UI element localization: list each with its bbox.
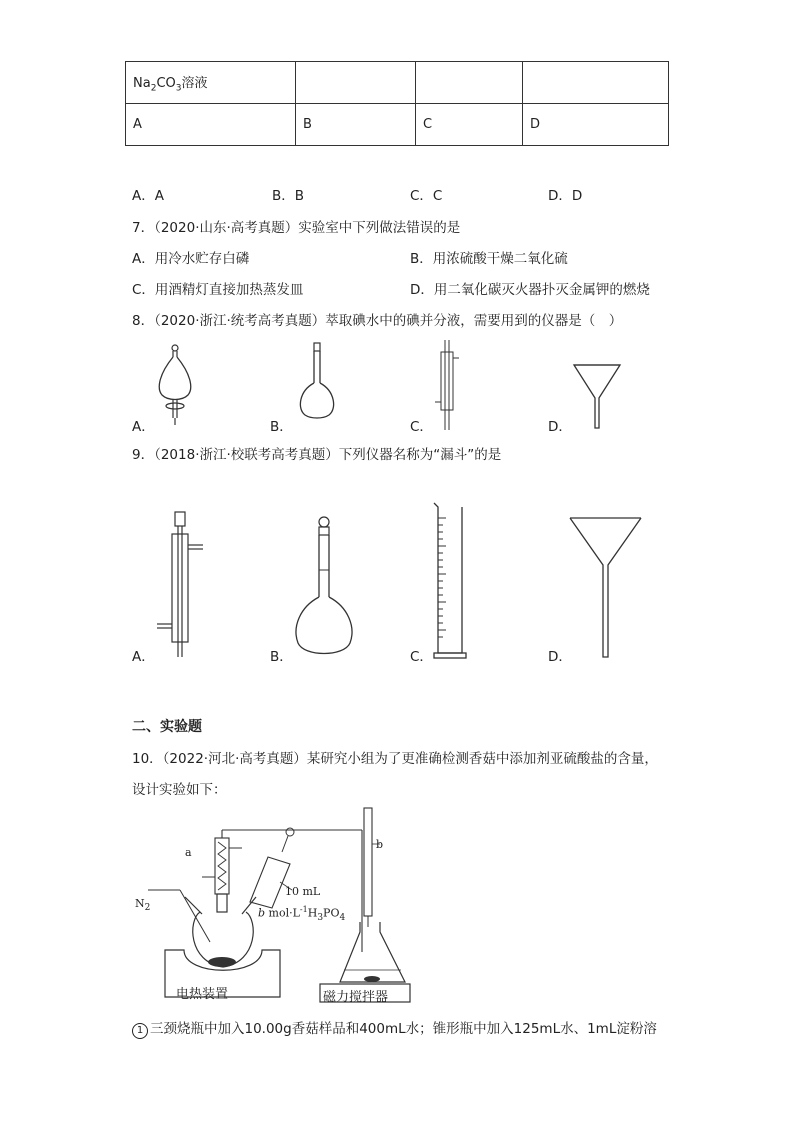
label-a: a <box>185 846 192 859</box>
question-7-stem: 7．（2020·山东·高考真题）实验室中下列做法错误的是 <box>132 220 461 236</box>
q8-label-b[interactable]: B． <box>270 419 293 435</box>
table-cell <box>523 62 669 104</box>
reagent-table <box>125 61 669 146</box>
question-10-line2: 设计实验如下： <box>132 782 227 798</box>
q9-label-a[interactable]: A． <box>132 649 155 665</box>
condenser-icon <box>432 340 462 435</box>
question-10-line1: 10．（2022·河北·高考真题）某研究小组为了更准确检测香菇中添加剂亚硫酸盐的含量， <box>132 751 658 767</box>
label-b: b <box>376 838 384 851</box>
label-volume: 10 mL <box>285 885 321 898</box>
table-cell: D <box>523 104 669 146</box>
question-8-stem: 8．（2020·浙江·统考高考真题）萃取碘水中的碘并分液，需要用到的仪器是（ ） <box>132 313 623 329</box>
q8-label-a[interactable]: A． <box>132 419 155 435</box>
label-heater: 电热装置 <box>176 987 229 1002</box>
table-cell <box>296 62 416 104</box>
table-cell <box>416 62 523 104</box>
q9-label-b[interactable]: B． <box>270 649 293 665</box>
q8-label-c[interactable]: C． <box>410 419 433 435</box>
option-b[interactable]: B．B <box>272 188 305 204</box>
option-d[interactable]: D．D <box>548 188 583 204</box>
funnel-icon <box>568 515 644 661</box>
table-cell: A <box>126 104 296 146</box>
q7-option-b[interactable]: B．用浓硫酸干燥二氧化硫 <box>410 251 568 267</box>
table-row <box>126 104 669 146</box>
option-c[interactable]: C．C <box>410 188 443 204</box>
separatory-funnel-icon <box>150 343 200 433</box>
table-cell: $Na_2CO_3$溶液 <box>126 62 296 104</box>
step-1-text: 1 三颈烧瓶中加入10.00g香菇样品和400mL水；锥形瓶中加入125mL水、1mL淀粉溶 <box>132 1017 657 1039</box>
option-a[interactable]: A．A <box>132 188 164 204</box>
condenser-icon <box>155 512 210 660</box>
volumetric-flask-icon <box>292 515 357 660</box>
graduated-cylinder-icon <box>432 503 468 661</box>
label-n2: $N_2$ <box>135 897 151 914</box>
funnel-icon <box>572 360 622 430</box>
table-cell: C <box>416 104 523 146</box>
label-concentration: b $mol\cdot L^{-1}H_3PO_4$ <box>258 905 346 923</box>
q9-label-c[interactable]: C． <box>410 649 433 665</box>
q7-option-c[interactable]: C．用酒精灯直接加热蒸发皿 <box>132 282 304 298</box>
question-9-stem: 9．（2018·浙江·校联考高考真题）下列仪器名称为“漏斗”的是 <box>132 447 502 463</box>
section-title: 二、实验题 <box>132 719 202 735</box>
volumetric-flask-icon <box>295 343 345 433</box>
q7-option-a[interactable]: A．用冷水贮存白磷 <box>132 251 250 267</box>
table-cell: B <box>296 104 416 146</box>
q7-option-d[interactable]: D．用二氧化碳灭火器扑灭金属钾的燃烧 <box>410 282 650 298</box>
table-row <box>126 62 669 104</box>
q8-label-d[interactable]: D． <box>548 419 572 435</box>
q9-label-d[interactable]: D． <box>548 649 572 665</box>
label-stirrer: 磁力搅拌器 <box>323 990 389 1005</box>
step-number: 1 <box>132 1023 148 1039</box>
